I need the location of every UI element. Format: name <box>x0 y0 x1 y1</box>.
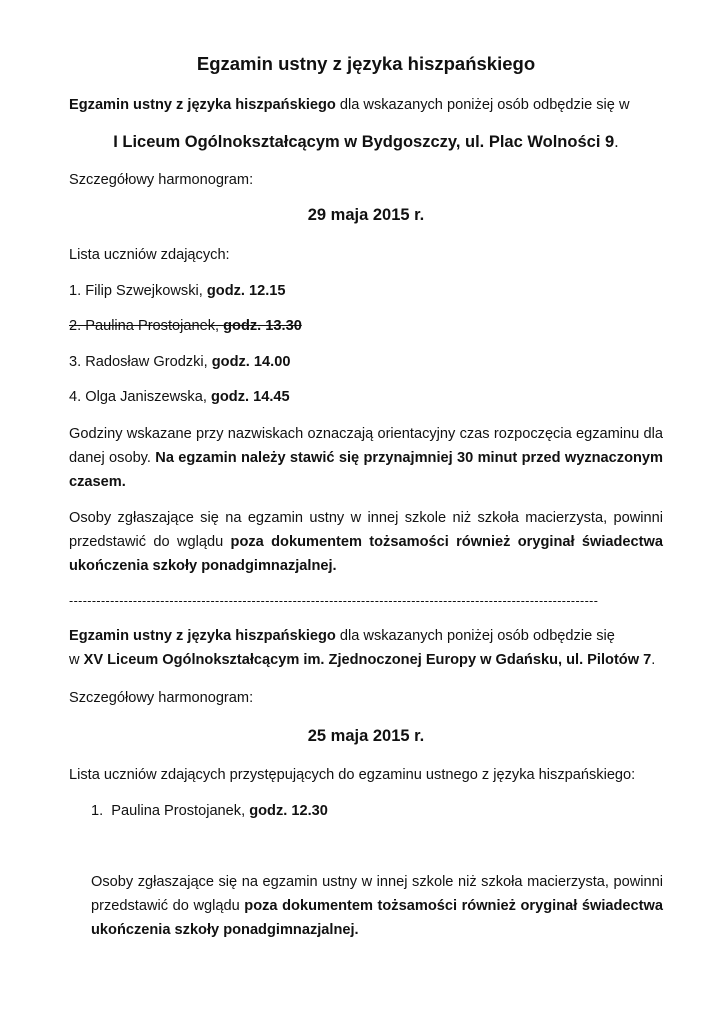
student-name: 4. Olga Janiszewska, <box>69 389 211 405</box>
section1-intro-rest: dla wskazanych poniżej osób odbędzie się w <box>335 97 630 113</box>
student-time: godz. 12.30 <box>249 803 328 819</box>
section2-student-row-1 <box>91 799 663 823</box>
section2-intro-rest: dla wskazanych poniżej osób odbędzie się <box>335 628 615 644</box>
section1-school <box>69 130 663 154</box>
student-time: godz. 13.30 <box>223 318 302 334</box>
section2-intro <box>69 624 663 672</box>
time-note-text: Godziny wskazane przy nazwiskach oznaczają orientacyjny czas rozpoczęcia egzaminu dla danej osoby. <box>69 426 663 466</box>
student-time: godz. 14.00 <box>211 354 291 370</box>
section2-school-prefix: w <box>69 652 84 668</box>
student-row-1 <box>69 279 663 303</box>
section2-date: 25 maja 2015 r. <box>307 727 425 745</box>
section2-documents-note <box>91 870 663 942</box>
section-separator: -------------------------------------------------------------------------------------------------------------------- <box>69 594 599 608</box>
section1-intro-bold: Egzamin ustny z języka hiszpańskiego <box>69 97 336 113</box>
student-name: 1. Filip Szwejkowski, <box>69 283 207 299</box>
time-note-bold: Na egzamin należy stawić się przynajmniej 30 minut przed wyznaczonym czasem. <box>69 450 663 490</box>
section1-schedule-label: Szczegółowy harmonogram: <box>69 172 254 188</box>
documents-note-bold: poza dokumentem tożsamości również oryginał świadectwa ukończenia szkoły ponadgimnazjalnej. <box>91 898 663 938</box>
section2-school-suffix: . <box>651 652 656 668</box>
student-row-2-cancelled <box>69 314 663 338</box>
section2-intro-bold: Egzamin ustny z języka hiszpańskiego <box>69 628 336 644</box>
section1-list-label: Lista uczniów zdających: <box>69 247 230 263</box>
student-name: 3. Radosław Grodzki, <box>69 354 212 370</box>
student-name: 2. Paulina Prostojanek, <box>69 318 224 334</box>
documents-note-text: Osoby zgłaszające się na egzamin ustny w innej szkole niż szkoła macierzysta, powinni przedstawić do wglądu <box>69 510 663 550</box>
section2-list-label: Lista uczniów zdających przystępujących do egzaminu ustnego z języka hiszpańskiego: <box>69 767 636 783</box>
section1-date: 29 maja 2015 r. <box>307 206 425 224</box>
section1-time-note <box>69 422 663 494</box>
section2-school-name: XV Liceum Ogólnokształcącym im. Zjednoczonej Europy w Gdańsku, ul. Pilotów 7 <box>83 652 652 668</box>
section1-documents-note <box>69 506 663 578</box>
student-row-3 <box>69 350 663 374</box>
section1-school-name: I Liceum Ogólnokształcącym w Bydgoszczy, ul. Plac Wolności 9 <box>113 133 615 151</box>
student-row-4 <box>69 385 663 409</box>
student-name: Paulina Prostojanek, <box>111 803 250 819</box>
section1-school-suffix: . <box>614 133 619 151</box>
section2-schedule-label: Szczegółowy harmonogram: <box>69 690 254 706</box>
document-title: Egzamin ustny z języka hiszpańskiego <box>196 53 536 74</box>
student-time: godz. 12.15 <box>206 283 286 299</box>
documents-note-bold: poza dokumentem tożsamości również oryginał świadectwa ukończenia szkoły ponadgimnazjalnej. <box>69 534 663 574</box>
documents-note-text: Osoby zgłaszające się na egzamin ustny w innej szkole niż szkoła macierzysta, powinni przedstawić do wglądu <box>91 874 663 914</box>
section1-intro <box>69 93 663 117</box>
student-number: 1. <box>91 803 104 819</box>
student-time: godz. 14.45 <box>210 389 290 405</box>
